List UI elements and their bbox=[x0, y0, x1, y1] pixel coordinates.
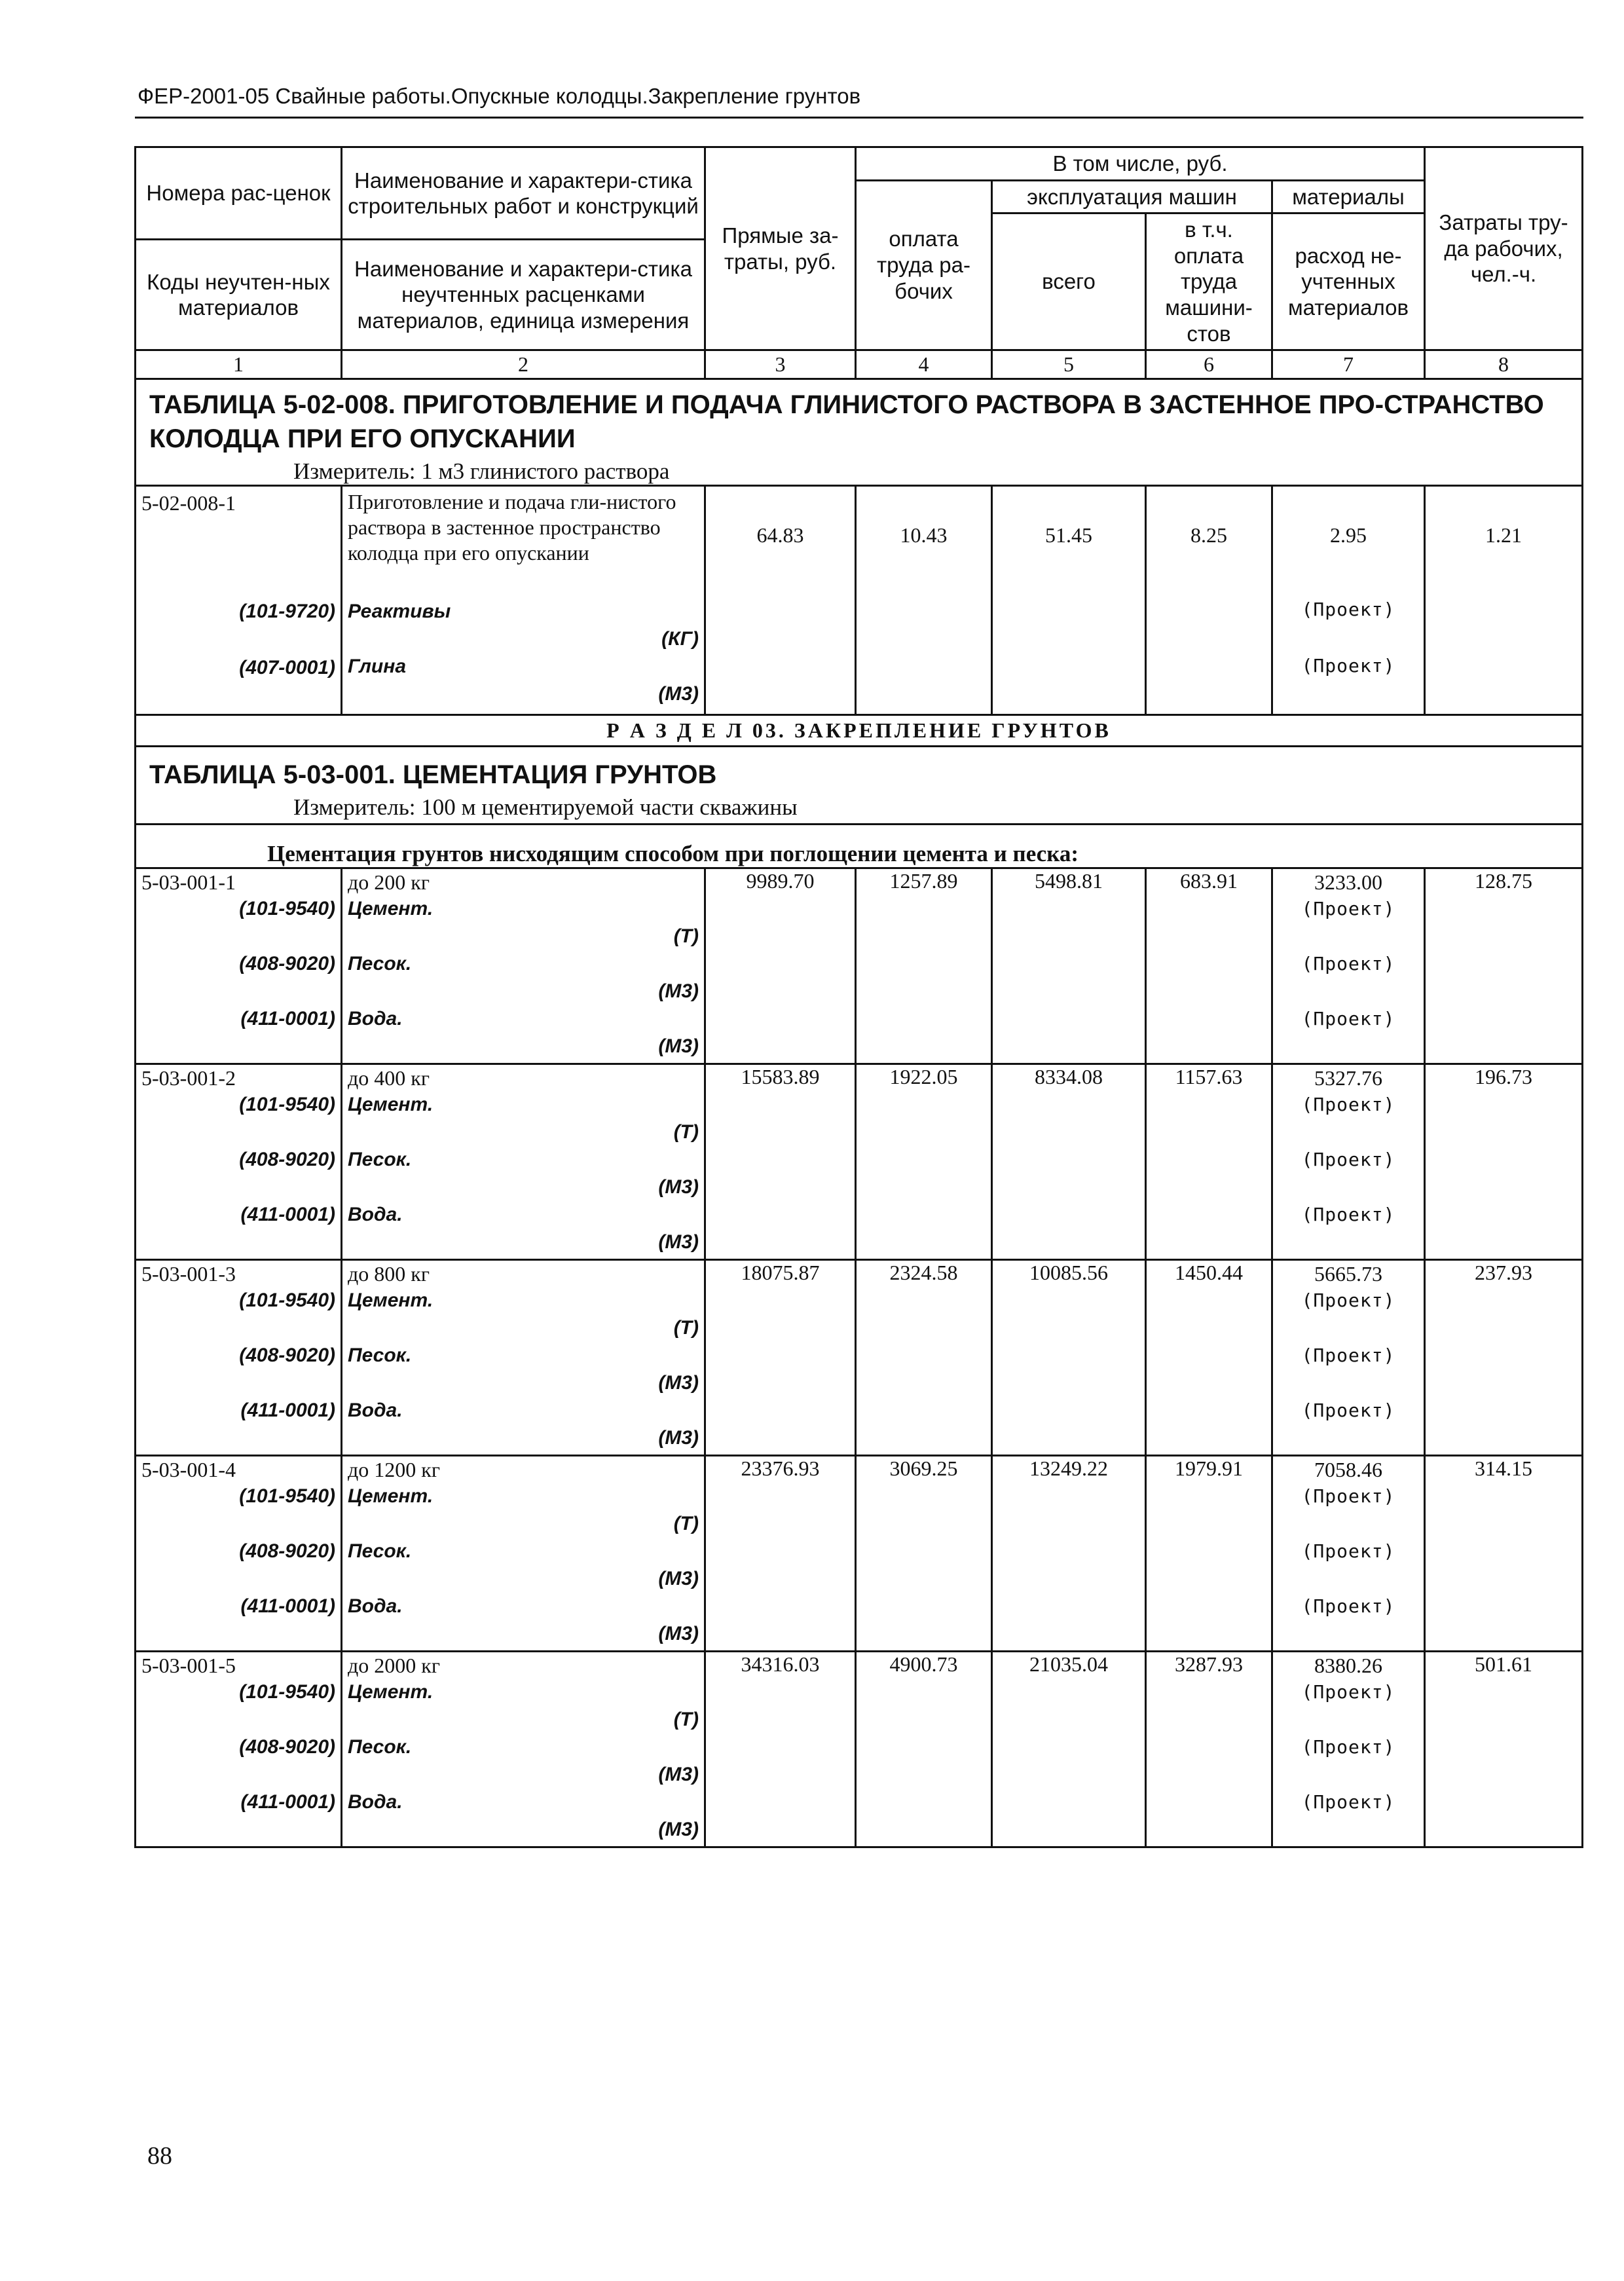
material-name: Песок. bbox=[348, 1540, 412, 1563]
section-title: Р А З Д Е Л 03. ЗАКРЕПЛЕНИЕ ГРУНТОВ bbox=[136, 715, 1583, 747]
rate-code: 5-03-001-1 bbox=[141, 870, 236, 895]
machines-total: 8334.08 bbox=[992, 1064, 1146, 1260]
rate-code: 5-03-001-4 bbox=[141, 1458, 236, 1482]
material-code: (407-0001) bbox=[239, 657, 335, 679]
col-num-5: 5 bbox=[992, 350, 1146, 379]
material-note: (Проект) bbox=[1301, 1289, 1395, 1312]
material-code: (101-9540) bbox=[239, 1094, 335, 1116]
material-code: (411-0001) bbox=[240, 1595, 335, 1618]
rates-table bbox=[134, 146, 1583, 1848]
material-unit: (М3) bbox=[658, 1819, 699, 1841]
direct-costs: 15583.89 bbox=[705, 1064, 856, 1260]
rate-description: до 1200 кг bbox=[348, 1458, 440, 1482]
material-name: Песок. bbox=[348, 953, 412, 975]
material-code: (101-9540) bbox=[239, 1289, 335, 1312]
material-code: (411-0001) bbox=[240, 1400, 335, 1422]
material-unit: (Т) bbox=[673, 1513, 699, 1535]
rate-code: 5-03-001-3 bbox=[141, 1262, 236, 1286]
worker-pay: 1922.05 bbox=[856, 1064, 992, 1260]
material-code: (411-0001) bbox=[240, 1204, 335, 1226]
material-unit: (Т) bbox=[673, 1121, 699, 1143]
material-code: (408-9020) bbox=[239, 1540, 335, 1563]
col-worker-pay-header: оплата труда ра-бочих bbox=[856, 180, 992, 350]
col-num-7: 7 bbox=[1272, 350, 1425, 379]
rate-row-5-02-008-1 bbox=[136, 486, 1583, 715]
material-note: (Проект) bbox=[1301, 1791, 1395, 1813]
header-rule bbox=[135, 117, 1583, 119]
machines-total: 51.45 bbox=[992, 486, 1146, 715]
material-unit: (М3) bbox=[658, 980, 699, 1003]
labor-hours: 501.61 bbox=[1425, 1652, 1583, 1847]
material-unit: (М3) bbox=[658, 1623, 699, 1645]
materials-cost: 3233.00 bbox=[1314, 870, 1382, 895]
material-name: Песок. bbox=[348, 1344, 412, 1367]
measure-unit: Измеритель: 1 м3 глинистого раствора bbox=[293, 458, 670, 485]
page-number: 88 bbox=[147, 2142, 172, 2170]
material-unit: (М3) bbox=[658, 1372, 699, 1394]
labor-hours: 237.93 bbox=[1425, 1260, 1583, 1456]
material-note: (Проект) bbox=[1301, 1681, 1395, 1703]
material-name: Реактивы bbox=[348, 601, 451, 623]
machines-total: 13249.22 bbox=[992, 1456, 1146, 1652]
material-unit: (Т) bbox=[673, 925, 699, 948]
worker-pay: 1257.89 bbox=[856, 868, 992, 1064]
direct-costs: 18075.87 bbox=[705, 1260, 856, 1456]
material-note: (Проект) bbox=[1301, 599, 1395, 621]
machines-total: 5498.81 bbox=[992, 868, 1146, 1064]
material-name: Цемент. bbox=[348, 1681, 434, 1703]
material-note: (Проект) bbox=[1301, 1400, 1395, 1422]
material-note: (Проект) bbox=[1301, 1736, 1395, 1758]
col-num-4: 4 bbox=[856, 350, 992, 379]
rate-row bbox=[136, 1456, 1583, 1652]
col-num-3: 3 bbox=[705, 350, 856, 379]
col-machines-header: эксплуатация машин bbox=[992, 180, 1272, 213]
material-name: Песок. bbox=[348, 1149, 412, 1171]
rate-code: 5-03-001-5 bbox=[141, 1654, 236, 1678]
material-note: (Проект) bbox=[1301, 1008, 1395, 1030]
material-name: Вода. bbox=[348, 1595, 403, 1618]
worker-pay: 2324.58 bbox=[856, 1260, 992, 1456]
material-note: (Проект) bbox=[1301, 953, 1395, 975]
material-unit: (Т) bbox=[673, 1317, 699, 1339]
material-unit: (М3) bbox=[658, 1427, 699, 1449]
material-name: Песок. bbox=[348, 1736, 412, 1758]
rate-description: до 400 кг bbox=[348, 1066, 430, 1090]
measure-unit: Измеритель: 100 м цементируемой части скважины bbox=[293, 794, 798, 821]
material-code: (101-9720) bbox=[239, 601, 335, 623]
direct-costs: 64.83 bbox=[705, 486, 856, 715]
material-note: (Проект) bbox=[1301, 1595, 1395, 1618]
material-code: (101-9540) bbox=[239, 898, 335, 920]
column-numbers-row bbox=[136, 350, 1583, 379]
material-name: Цемент. bbox=[348, 1094, 434, 1116]
labor-hours: 128.75 bbox=[1425, 868, 1583, 1064]
rate-description: Приготовление и подача гли-нистого раствора в застенное пространство колодца при его опускании bbox=[348, 490, 676, 565]
material-code: (411-0001) bbox=[240, 1008, 335, 1030]
materials-cost: 7058.46 bbox=[1314, 1458, 1382, 1482]
rate-row bbox=[136, 1260, 1583, 1456]
material-code: (101-9540) bbox=[239, 1681, 335, 1703]
material-note: (Проект) bbox=[1301, 1149, 1395, 1171]
operator-pay: 3287.93 bbox=[1146, 1652, 1272, 1847]
col-including-header: В том числе, руб. bbox=[856, 147, 1425, 181]
material-note: (Проект) bbox=[1301, 1485, 1395, 1508]
material-code: (408-9020) bbox=[239, 1344, 335, 1367]
col-operator-pay-header: в т.ч. оплата труда машини-стов bbox=[1146, 213, 1272, 350]
col-num-6: 6 bbox=[1146, 350, 1272, 379]
col-rate-number-header: Номера рас-ценок bbox=[136, 147, 342, 240]
material-code: (408-9020) bbox=[239, 1149, 335, 1171]
subheading: Цементация грунтов нисходящим способом при поглощении цемента и песка: bbox=[267, 841, 1079, 867]
material-unit: (М3) bbox=[658, 1231, 699, 1253]
materials-cost: 5665.73 bbox=[1314, 1262, 1382, 1286]
material-unit: (М3) bbox=[658, 1176, 699, 1198]
material-name: Цемент. bbox=[348, 898, 434, 920]
operator-pay: 8.25 bbox=[1146, 486, 1272, 715]
rate-row bbox=[136, 1652, 1583, 1847]
rate-description: до 800 кг bbox=[348, 1262, 430, 1286]
operator-pay: 1979.91 bbox=[1146, 1456, 1272, 1652]
material-note: (Проект) bbox=[1301, 655, 1395, 677]
col-num-2: 2 bbox=[342, 350, 705, 379]
operator-pay: 683.91 bbox=[1146, 868, 1272, 1064]
col-material-names-header: Наименование и характери-стика неучтенных расценками материалов, единица измерения bbox=[342, 240, 705, 350]
rate-code: 5-02-008-1 bbox=[141, 491, 236, 515]
material-code: (408-9020) bbox=[239, 1736, 335, 1758]
material-note: (Проект) bbox=[1301, 898, 1395, 920]
table-title-5-03-001: ТАБЛИЦА 5-03-001. ЦЕМЕНТАЦИЯ ГРУНТОВ bbox=[149, 760, 717, 790]
material-note: (Проект) bbox=[1301, 1344, 1395, 1367]
material-name: Глина bbox=[348, 656, 407, 678]
material-name: Цемент. bbox=[348, 1485, 434, 1508]
material-unit: (Т) bbox=[673, 1709, 699, 1731]
rate-code: 5-03-001-2 bbox=[141, 1066, 236, 1090]
rate-row bbox=[136, 868, 1583, 1064]
col-machines-total-header: всего bbox=[992, 213, 1146, 350]
materials-cost: 2.95 bbox=[1330, 523, 1367, 547]
material-unit: (М3) bbox=[658, 683, 699, 705]
material-name: Вода. bbox=[348, 1400, 403, 1422]
direct-costs: 34316.03 bbox=[705, 1652, 856, 1847]
running-header: ФЕР-2001-05 Свайные работы.Опускные колодцы.Закрепление грунтов bbox=[138, 84, 861, 108]
col-num-1: 1 bbox=[136, 350, 342, 379]
operator-pay: 1450.44 bbox=[1146, 1260, 1272, 1456]
rate-row bbox=[136, 1064, 1583, 1260]
machines-total: 10085.56 bbox=[992, 1260, 1146, 1456]
materials-cost: 5327.76 bbox=[1314, 1066, 1382, 1090]
material-unit: (М3) bbox=[658, 1764, 699, 1786]
direct-costs: 9989.70 bbox=[705, 868, 856, 1064]
worker-pay: 3069.25 bbox=[856, 1456, 992, 1652]
material-name: Вода. bbox=[348, 1204, 403, 1226]
worker-pay: 4900.73 bbox=[856, 1652, 992, 1847]
direct-costs: 23376.93 bbox=[705, 1456, 856, 1652]
rate-description: до 2000 кг bbox=[348, 1654, 440, 1678]
material-unit: (М3) bbox=[658, 1568, 699, 1590]
col-materials-header: материалы bbox=[1272, 180, 1425, 213]
col-material-codes-header: Коды неучтен-ных материалов bbox=[136, 240, 342, 350]
material-note: (Проект) bbox=[1301, 1540, 1395, 1563]
labor-hours: 314.15 bbox=[1425, 1456, 1583, 1652]
material-name: Цемент. bbox=[348, 1289, 434, 1312]
material-code: (101-9540) bbox=[239, 1485, 335, 1508]
col-num-8: 8 bbox=[1425, 350, 1583, 379]
operator-pay: 1157.63 bbox=[1146, 1064, 1272, 1260]
rate-description: до 200 кг bbox=[348, 870, 430, 895]
worker-pay: 10.43 bbox=[856, 486, 992, 715]
material-unit: (М3) bbox=[658, 1035, 699, 1058]
material-note: (Проект) bbox=[1301, 1204, 1395, 1226]
labor-hours: 196.73 bbox=[1425, 1064, 1583, 1260]
col-labor-hours-header: Затраты тру-да рабочих, чел.-ч. bbox=[1425, 147, 1583, 350]
machines-total: 21035.04 bbox=[992, 1652, 1146, 1847]
material-name: Вода. bbox=[348, 1008, 403, 1030]
material-note: (Проект) bbox=[1301, 1094, 1395, 1116]
material-code: (411-0001) bbox=[240, 1791, 335, 1813]
material-unit: (КГ) bbox=[661, 628, 699, 650]
labor-hours: 1.21 bbox=[1425, 486, 1583, 715]
materials-cost: 8380.26 bbox=[1314, 1654, 1382, 1678]
col-unaccounted-materials-header: расход не-учтенных материалов bbox=[1272, 213, 1425, 350]
col-direct-costs-header: Прямые за-траты, руб. bbox=[705, 147, 856, 350]
table-title-5-02-008: ТАБЛИЦА 5-02-008. ПРИГОТОВЛЕНИЕ И ПОДАЧА ГЛИНИСТОГО РАСТВОРА В ЗАСТЕННОЕ ПРО-СТРАНСТВО КОЛОДЦА ПРИ ЕГО ОПУСКАНИИ bbox=[149, 390, 1544, 454]
material-name: Вода. bbox=[348, 1791, 403, 1813]
col-work-name-header: Наименование и характери-стика строительных работ и конструкций bbox=[342, 147, 705, 240]
material-code: (408-9020) bbox=[239, 953, 335, 975]
